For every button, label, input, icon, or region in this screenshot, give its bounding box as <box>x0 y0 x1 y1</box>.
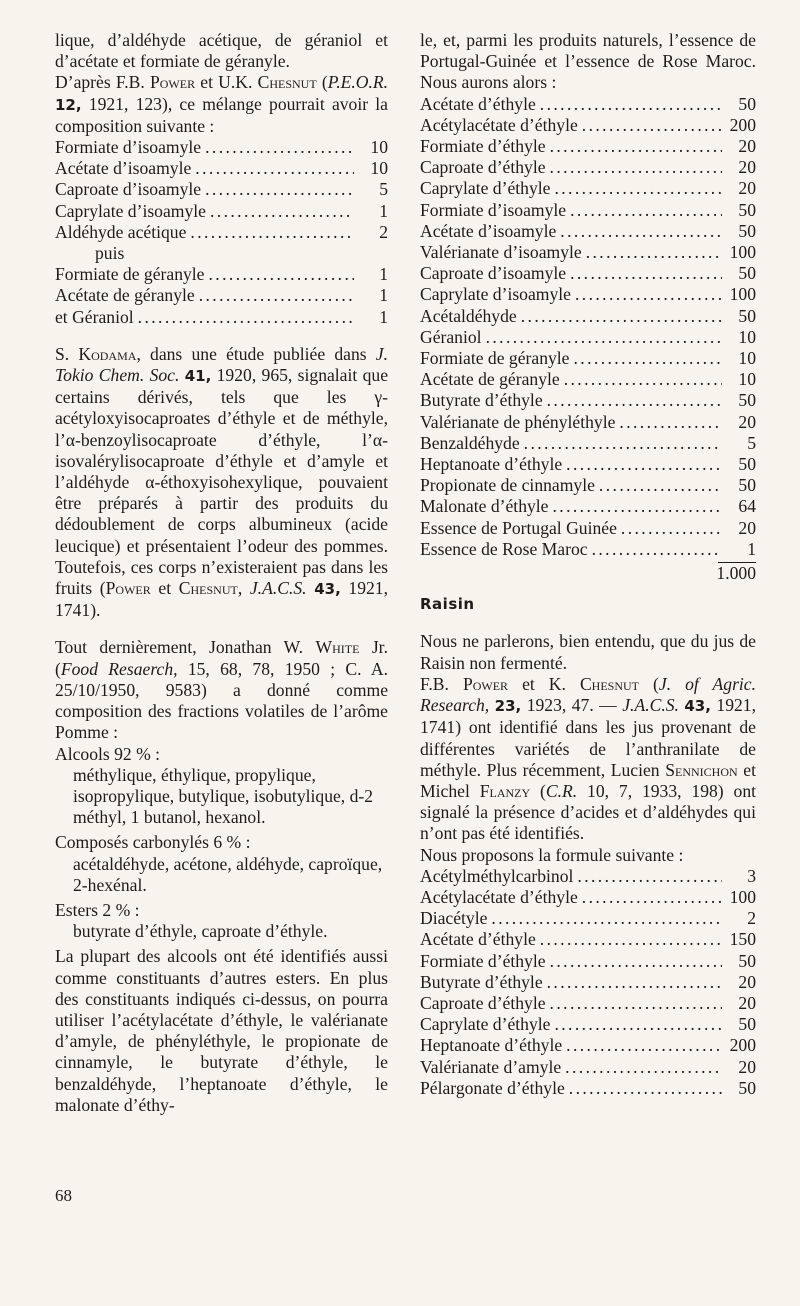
apple-table-2 <box>55 264 388 328</box>
right-intro-paragraph: le, et, parmi les produits naturels, l’essence de Portugal-Guinée et l’essence de Rose Maroc. Nous aurons alors : <box>420 30 756 93</box>
apple-formula-table <box>420 94 756 560</box>
table-row: Caprylate d’éthyle . . . 50 <box>420 1014 756 1035</box>
table-row: Formiate d’éthyle . . . 50 <box>420 951 756 972</box>
table-row: Butyrate d’éthyle . . . 50 <box>420 390 756 411</box>
left-column <box>55 30 388 1116</box>
white-paragraph: Tout dernièrement, Jonathan W. White Jr. (Food Resaerch, 15, 68, 78, 1950 ; C. A. 25/10/1950, 9583) a donné comme composition des fractions volatiles de l’arôme Pomme : <box>55 637 388 743</box>
esters-heading: Esters 2 % : <box>55 899 140 920</box>
table-row: Valérianate de phényléthyle . . . 20 <box>420 412 756 433</box>
table-row: Formiate d’isoamyle . . . 50 <box>420 200 756 221</box>
puis-label: puis <box>95 243 125 264</box>
table-row: Acétate d’éthyle . . . 50 <box>420 94 756 115</box>
table-row: Diacétyle . . . 2 <box>420 908 756 929</box>
table-row: Formiate de géranyle . . . 10 <box>420 348 756 369</box>
table-row: Caproate d’isoamyle . . . 50 <box>420 263 756 284</box>
alcools-heading: Alcools 92 % : <box>55 743 161 764</box>
right-column <box>420 30 756 1099</box>
table-row: Heptanoate d’éthyle . . . 50 <box>420 454 756 475</box>
formula-intro: Nous proposons la formule suivante : <box>420 844 684 865</box>
power-chesnut-reference: D’après F.B. Power et U.K. Chesnut (P.E.O.R. 12, 1921, 123), ce mélange pourrait avoir la composition suivante : <box>55 72 389 136</box>
table-row: Caprylate d’éthyle . . . 20 <box>420 178 756 199</box>
table-row: Acétylméthylcarbinol . . . 3 <box>420 866 756 887</box>
table-row: Formiate d’éthyle . . . 20 <box>420 136 756 157</box>
table-row: Acétaldéhyde . . . 50 <box>420 306 756 327</box>
kodama-paragraph: S. Kodama, dans une étude publiée dans J. Tokio Chem. Soc. 41, 1920, 965, signalait que certains dérivés, tels que les γ-acétyloxyisocaproates d’éthyle et de méthyle, l’α-benzoylisocaproate d’éthyle, l’α-isovalérylisocaproate d’éthyle et d’amyle et l’aldéhyde α-éthoxyisohexylique, pouvaient être préparés à partir des produits du dédoublement de corps albumineux (acide leucique) et présentaient l’odeur des pommes. Toutefois, ces corps n’existeraient pas dans les fruits (Power et Chesnut, J.A.C.S. 43, 1921, 1741). <box>55 343 389 621</box>
raisin-formula-table <box>420 866 756 1099</box>
esters-list: butyrate d’éthyle, caproate d’éthyle. <box>73 921 328 942</box>
table-row: Formiate d’isoamyle . . . 10 <box>55 137 388 158</box>
carbonyles-list: acétaldéhyde, acétone, aldéhyde, caproïque, 2-hexénal. <box>73 853 383 895</box>
alcools-list: méthylique, éthylique, propylique, isopropylique, butylique, isobutylique, d-2 méthyl, 1 butanol, hexanol. <box>73 764 374 828</box>
table-row: Caproate d’isoamyle . . . 5 <box>55 179 388 200</box>
table-row: Valérianate d’amyle . . . 20 <box>420 1057 756 1078</box>
table-row: Acétate de géranyle . . . 10 <box>420 369 756 390</box>
section-heading-raisin: Raisin <box>420 595 475 614</box>
apple-table-1 <box>55 137 388 243</box>
table-row: Propionate de cinnamyle . . . 50 <box>420 475 756 496</box>
table-row: Acétate d’isoamyle . . . 50 <box>420 221 756 242</box>
table-row: Heptanoate d’éthyle . . . 200 <box>420 1035 756 1056</box>
table-total: 1.000 <box>716 563 756 584</box>
table-row: Acétylacétate d’éthyle . . . 100 <box>420 887 756 908</box>
table-row: Essence de Rose Maroc . . . 1 <box>420 539 756 560</box>
raisin-intro-paragraph: Nous ne parlerons, bien entendu, que du jus de Raisin non fermenté. <box>420 631 756 673</box>
table-row: Malonate d’éthyle . . . 64 <box>420 496 756 517</box>
table-row: Formiate de géranyle . . . 1 <box>55 264 388 285</box>
table-row: Acétylacétate d’éthyle . . . 200 <box>420 115 756 136</box>
table-row: Caprylate d’isoamyle . . . 1 <box>55 201 388 222</box>
table-row: Pélargonate d’éthyle . . . 50 <box>420 1078 756 1099</box>
table-row: Aldéhyde acétique . . . 2 <box>55 222 388 243</box>
table-row: Caproate d’éthyle . . . 20 <box>420 157 756 178</box>
table-row: Géraniol . . . 10 <box>420 327 756 348</box>
table-row: Benzaldéhyde . . . 5 <box>420 433 756 454</box>
carbonyles-heading: Composés carbonylés 6 % : <box>55 832 251 853</box>
table-row: Acétate d’éthyle . . . 150 <box>420 929 756 950</box>
table-row: Essence de Portugal Guinée . . . 20 <box>420 518 756 539</box>
table-row: Caprylate d’isoamyle . . . 100 <box>420 284 756 305</box>
intro-paragraph: lique, d’aldéhyde acétique, de géraniol et d’acétate et formiate de géranyle. <box>55 30 388 72</box>
page-number: 68 <box>55 1186 72 1205</box>
closing-paragraph: La plupart des alcools ont été identifiés aussi comme constituants d’autres esters. En plus des constituants indiqués ci-dessus, on pourra utiliser l’acétylacétate d’éthyle, le valérianate d’amyle, de phényléthyle, le propionate de cinnamyle, le butyrate d’éthyle, le benzaldéhyde, l’heptanoate d’éthyle, le malonate d’éthy- <box>55 946 388 1115</box>
table-row: Valérianate d’isoamyle . . . 100 <box>420 242 756 263</box>
table-row: et Géraniol . . . 1 <box>55 307 388 328</box>
table-row: Butyrate d’éthyle . . . 20 <box>420 972 756 993</box>
table-row: Acétate d’isoamyle . . . 10 <box>55 158 388 179</box>
table-row: Acétate de géranyle . . . 1 <box>55 285 388 306</box>
table-row: Caproate d’éthyle . . . 20 <box>420 993 756 1014</box>
raisin-reference-paragraph: F.B. Power et K. Chesnut (J. of Agric. Research, 23, 1923, 47. — J.A.C.S. 43, 1921, 1741) ont identifié dans les jus provenant de différentes variétés de l’anthranilate de méthyle. Plus récemment, Lucien Sennichon et Michel Flanzy (C.R. 10, 7, 1933, 198) ont signalé la présence d’acides et d’aldéhydes qui n’ont pas été identifiés. <box>420 673 757 844</box>
